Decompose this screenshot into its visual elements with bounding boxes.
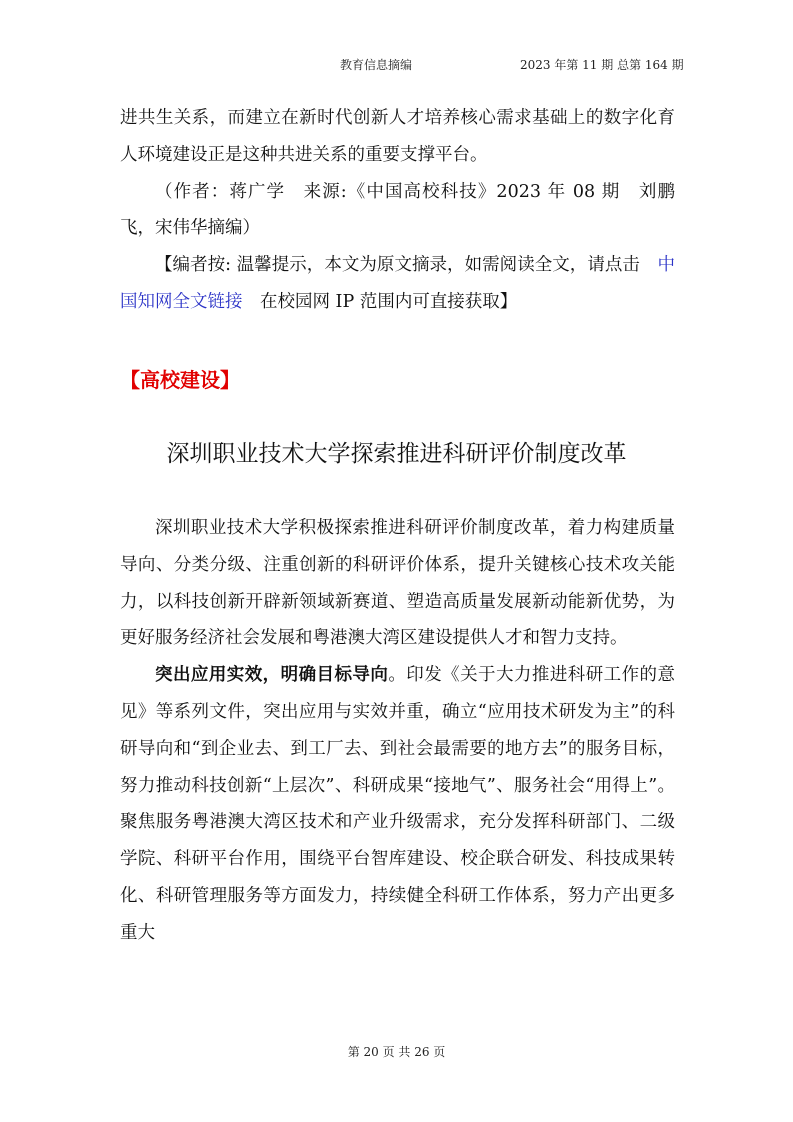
article-title: 深圳职业技术大学探索推进科研评价制度改革 xyxy=(166,441,627,467)
editor-note-suffix: 在校园网 IP 范围内可直接获取】 xyxy=(242,291,518,312)
source-line: （作者：蒋广学 来源:《中国高校科技》2023 年 08 期 刘鹏飞，宋伟华摘编） xyxy=(120,181,675,239)
issue-number: 2023 年第 11 期 总第 164 期 xyxy=(520,58,684,72)
publication-name: 教育信息摘编 xyxy=(340,58,413,72)
article-paragraph xyxy=(120,657,675,951)
closing-paragraph: 进共生关系，而建立在新时代创新人才培养核心需求基础上的数字化育人环境建设正是这种共进关系的重要支撑平台。 xyxy=(120,108,675,165)
section-tag: 【高校建设】 xyxy=(120,368,240,392)
page-header xyxy=(0,56,793,76)
paragraph-lead-heading: 突出应用实效，明确目标导向 xyxy=(155,665,389,686)
editor-note xyxy=(120,247,675,321)
article-body xyxy=(120,510,675,952)
cnki-fulltext-link[interactable]: 中国知网全文链接 xyxy=(120,255,675,312)
paragraph-body-text: 。印发《关于大力推进科研工作的意见》等系列文件，突出应用与实效并重，确立“应用技术研发为主”的科研导向和“到企业去、到工厂去、到社会最需要的地方去”的服务目标，努力推动科技创新“上层次”、科研成果“接地气”、服务社会“用得上”。聚焦服务粤港澳大湾区技术和产业升级需求，充分发挥科研部门、二级学院、科研平台作用，围绕平台智库建设、校企联合研发、科技成果转化、科研管理服务等方面发力，持续健全科研工作体系，努力产出更多重大 xyxy=(120,665,676,943)
previous-article-tail xyxy=(120,100,675,321)
page-footer: 第 20 页 共 26 页 xyxy=(347,1045,446,1059)
editor-note-prefix: 【编者按: 温馨提示，本文为原文摘录，如需阅读全文，请点击 xyxy=(155,255,658,276)
article-paragraph: 深圳职业技术大学积极探索推进科研评价制度改革，着力构建质量导向、分类分级、注重创新的科研评价体系，提升关键核心技术攻关能力，以科技创新开辟新领域新赛道、塑造高质量发展新动能新优势，为更好服务经济社会发展和粤港澳大湾区建设提供人才和智力支持。 xyxy=(120,518,675,649)
